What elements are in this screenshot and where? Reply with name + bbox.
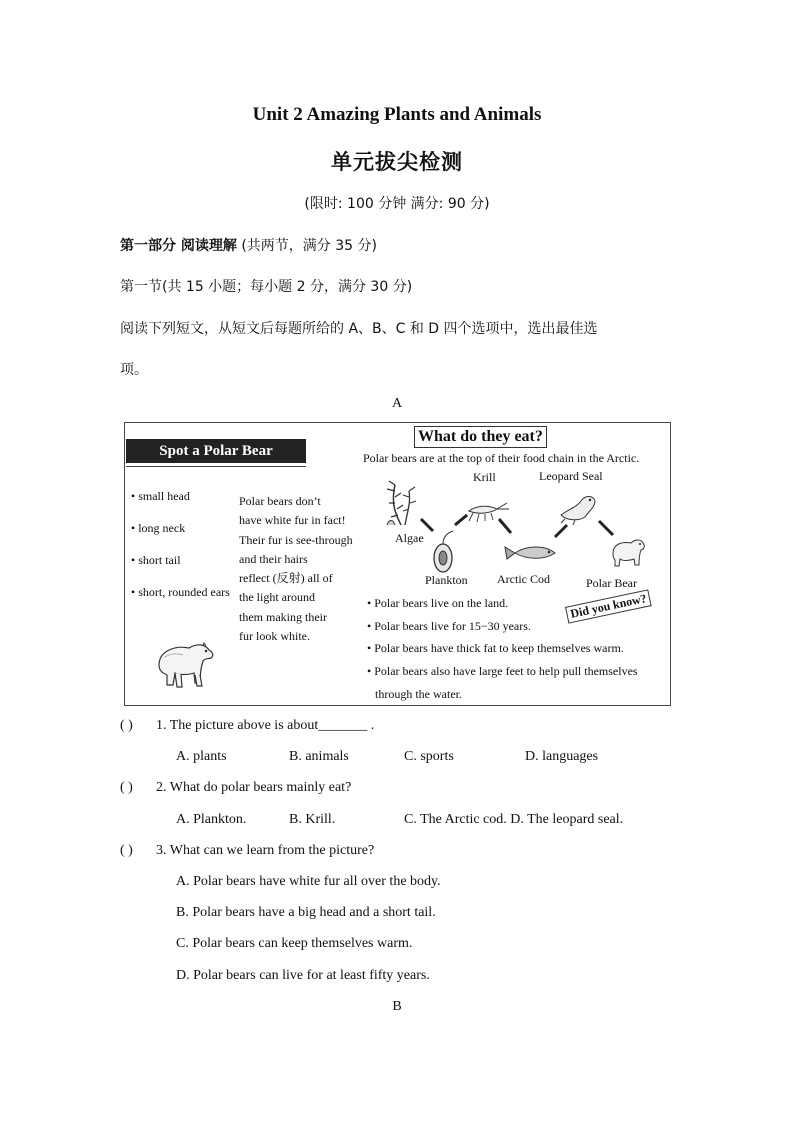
polar-bear-icon [613, 540, 644, 566]
fact-continuation: through the water. [375, 687, 462, 701]
label-plankton: Plankton [425, 573, 468, 587]
label-krill: Krill [473, 470, 496, 484]
part1-heading [120, 235, 377, 255]
option-a[interactable]: A. plants [176, 749, 227, 764]
fact-item: • Polar bears have thick fat to keep themselves warm. [367, 641, 624, 655]
feature-item: • small head [131, 489, 190, 503]
option-d[interactable]: D. Polar bears can live for at least fifty years. [176, 968, 430, 983]
label-leopard-seal: Leopard Seal [539, 469, 603, 483]
feature-item: • short, rounded ears [131, 585, 230, 599]
arctic-cod-icon [505, 547, 555, 559]
fur-explanation [239, 492, 369, 646]
food-chain-intro: Polar bears are at the top of their food chain in the Arctic. [363, 451, 640, 465]
fur-line: have white fur in fact! [239, 513, 346, 528]
krill-icon [469, 503, 509, 522]
plankton-icon [434, 531, 453, 572]
fur-line: fur look white. [239, 629, 310, 644]
question-1: 1. The picture above is about_______ . [156, 718, 375, 733]
leopard-seal-icon [561, 497, 595, 526]
fact-item: • Polar bears live on the land. [367, 596, 509, 610]
section-heading: 第一节(共 15 小题；每小题 2 分，满分 30 分) [120, 279, 413, 295]
food-chain-diagram [365, 473, 671, 579]
option-d[interactable]: D. languages [525, 749, 599, 764]
algae-icon [387, 481, 416, 525]
part1-heading-bold: 第一部分 阅读理解 [120, 238, 237, 254]
feature-item: • long neck [131, 521, 186, 535]
did-you-know-badge: Did you know? [565, 589, 652, 623]
time-score-limit: (限时: 100 分钟 满分: 90 分) [304, 196, 490, 212]
document-title: Unit 2 Amazing Plants and Animals [252, 104, 542, 125]
instruction-line-2: 项。 [120, 362, 148, 378]
fur-line: and their hairs [239, 551, 308, 566]
feature-item: • short tail [131, 553, 181, 567]
answer-blank[interactable]: ( ) [120, 780, 133, 795]
label-arctic-cod: Arctic Cod [497, 572, 550, 586]
fur-line: them making their [239, 609, 327, 624]
label-algae: Algae [395, 531, 424, 545]
polar-bear-drawing [153, 631, 217, 695]
fur-line: the light around [239, 590, 315, 605]
option-a[interactable]: A. Polar bears have white fur all over the body. [176, 874, 441, 889]
title-underline [126, 466, 306, 467]
chain-arrows [421, 515, 613, 537]
passage-a-letter: A [391, 396, 403, 411]
option-c[interactable]: C. Polar bears can keep themselves warm. [176, 936, 413, 951]
part1-heading-rest: (共两节，满分 35 分) [236, 238, 377, 254]
label-polar-bear: Polar Bear [586, 576, 637, 590]
instruction-line-1: 阅读下列短文，从短文后每题所给的 A、B、C 和 D 四个选项中，选出最佳选 [120, 321, 598, 337]
option-a[interactable]: A. Plankton. [176, 812, 247, 827]
passage-b-letter: B [392, 999, 402, 1014]
fur-line: reflect (反射) all of [239, 571, 333, 586]
option-b[interactable]: B. Krill. [289, 812, 336, 827]
spot-polar-bear-title: Spot a Polar Bear [126, 439, 306, 463]
document-subtitle: 单元拔尖检测 [331, 150, 463, 174]
fur-line: Polar bears don’t [239, 494, 321, 508]
fact-item: • Polar bears also have large feet to help pull themselves [367, 664, 638, 678]
option-c[interactable]: C. sports [404, 749, 454, 764]
question-2: 2. What do polar bears mainly eat? [156, 780, 352, 795]
answer-blank[interactable]: ( ) [120, 843, 133, 858]
what-do-they-eat-title: What do they eat? [414, 426, 547, 448]
fur-line: Their fur is see-through [239, 532, 353, 547]
option-c-d[interactable]: C. The Arctic cod. D. The leopard seal. [404, 812, 624, 827]
option-b[interactable]: B. Polar bears have a big head and a short tail. [176, 905, 436, 920]
polar-bear-infographic [124, 422, 671, 706]
question-3: 3. What can we learn from the picture? [156, 843, 375, 858]
answer-blank[interactable]: ( ) [120, 718, 133, 733]
option-b[interactable]: B. animals [289, 749, 349, 764]
fact-item: • Polar bears live for 15−30 years. [367, 619, 531, 633]
